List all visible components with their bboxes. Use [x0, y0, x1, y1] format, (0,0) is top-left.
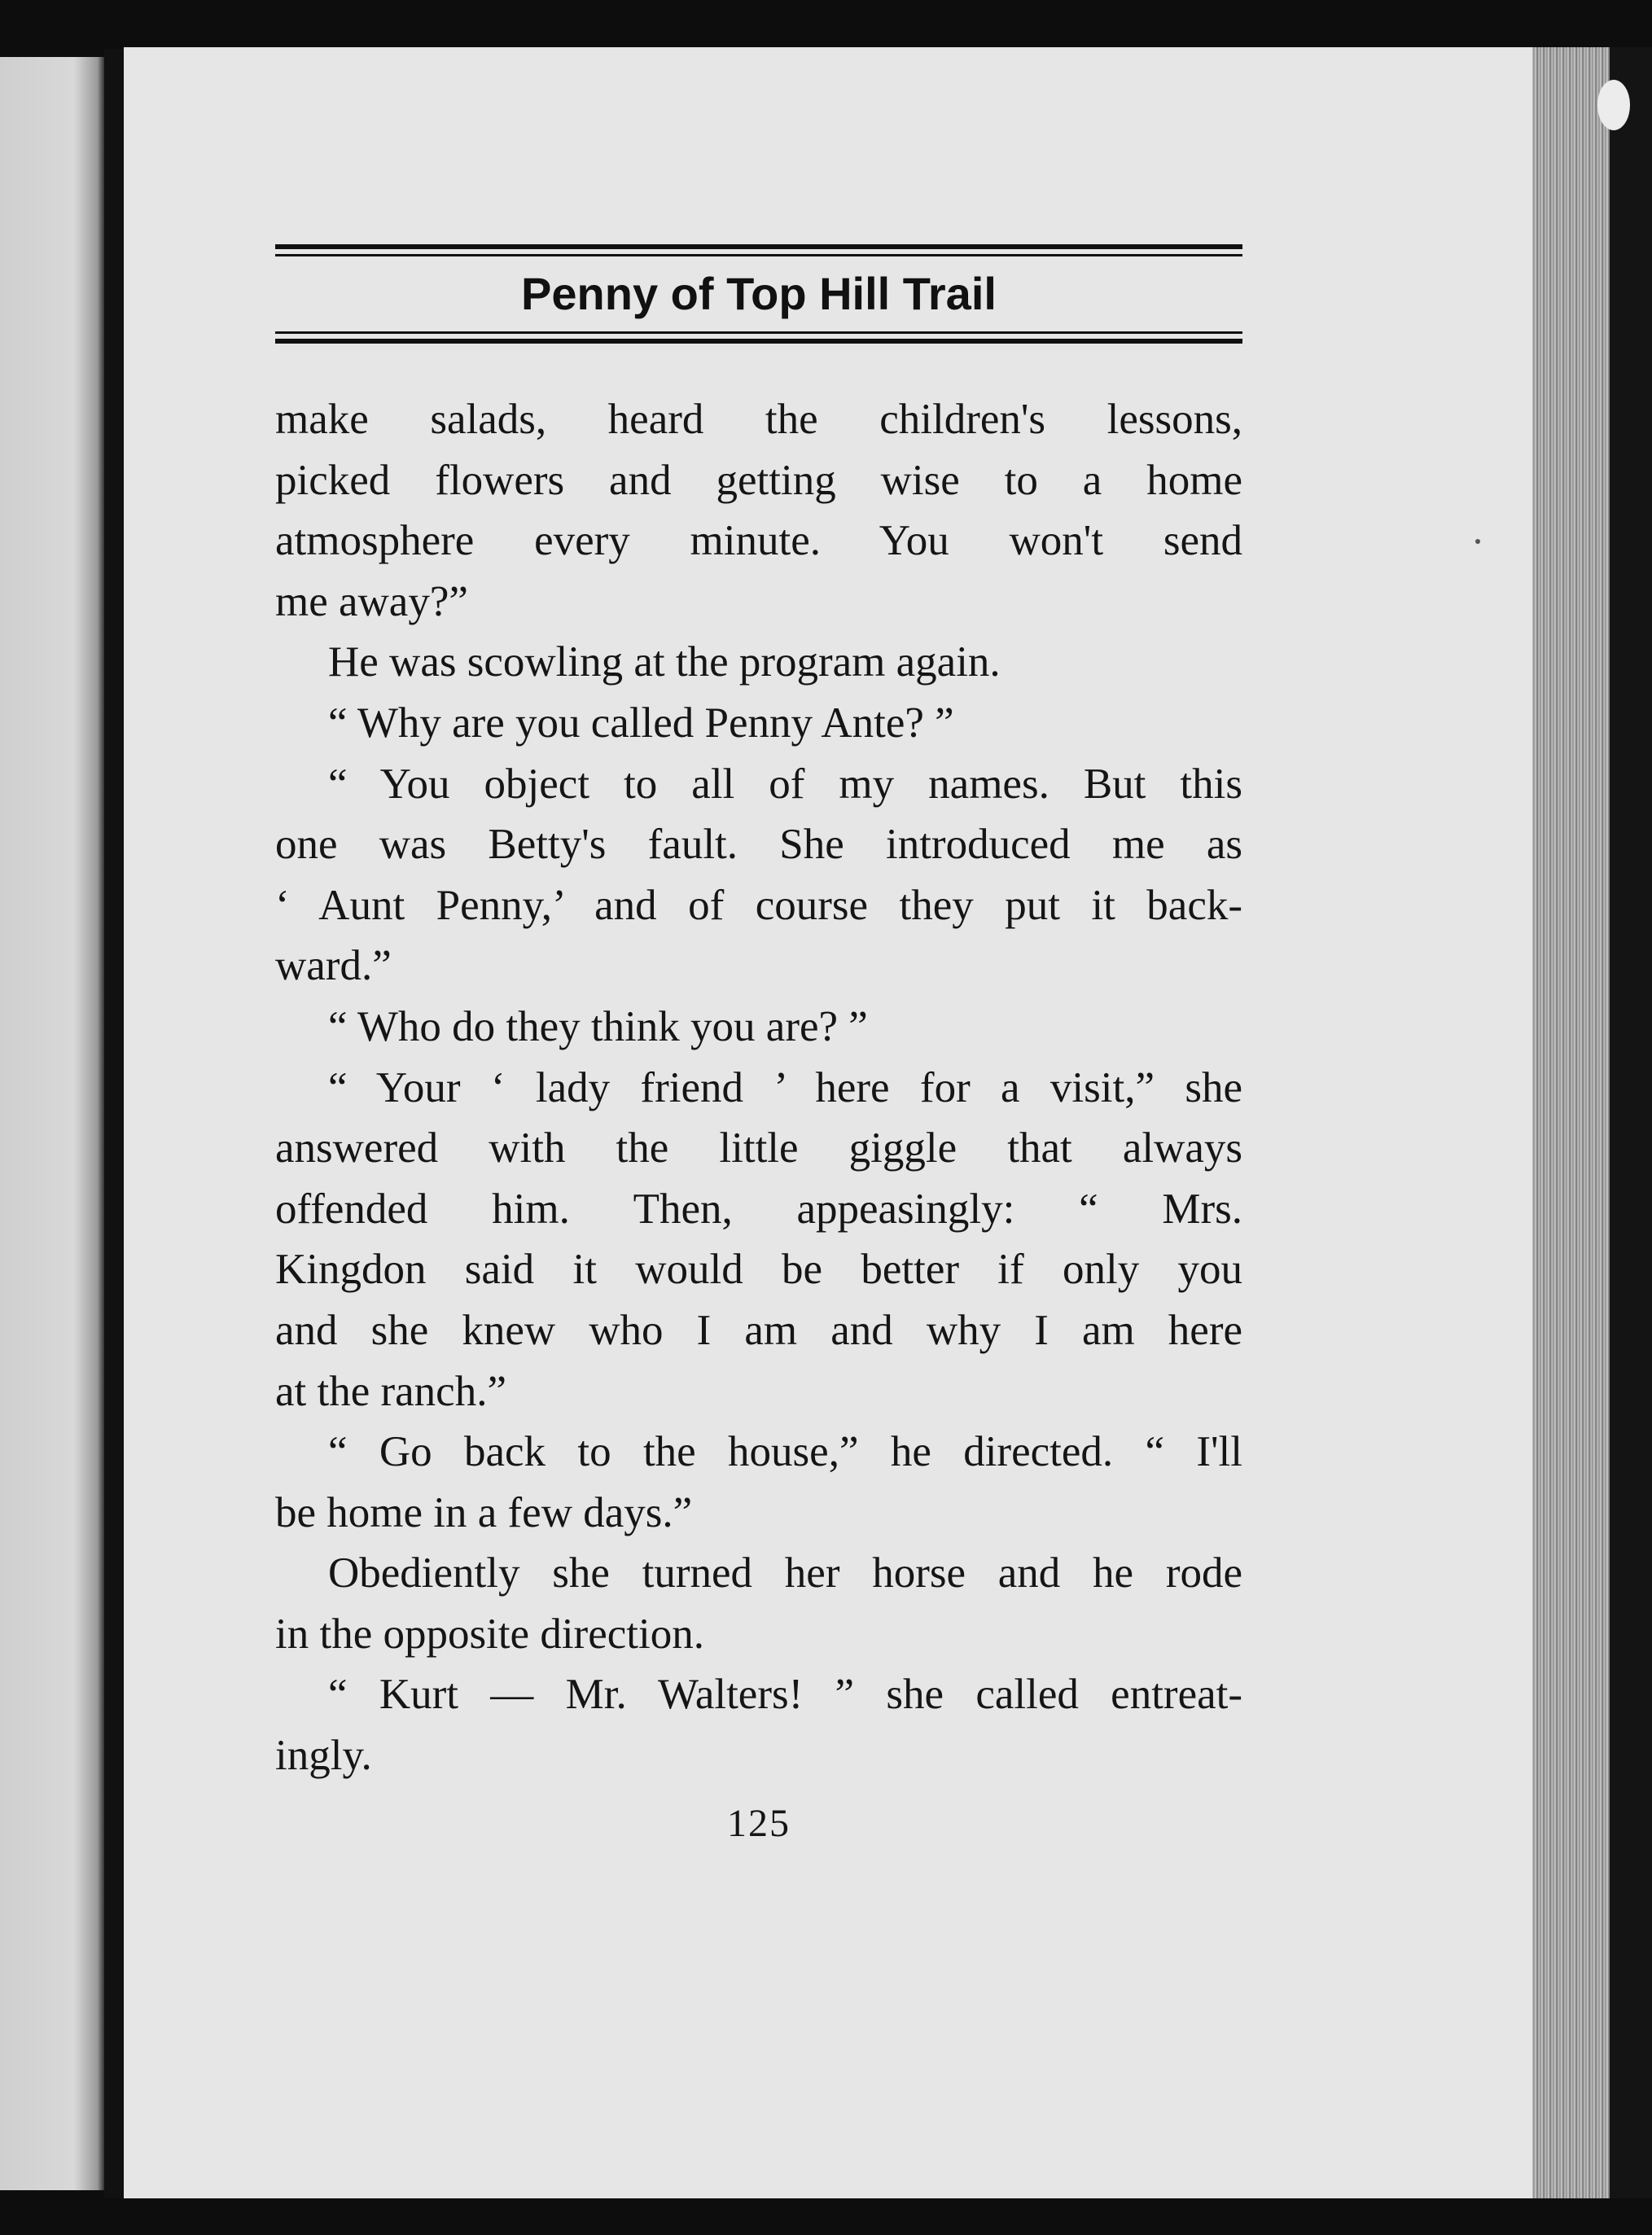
paragraph [275, 389, 1242, 632]
text-line: “ Go back to the house,” he directed. “ I'll [328, 1428, 1242, 1476]
text-line: Obediently she turned her horse and he rode [328, 1549, 1242, 1597]
text-line: Kingdon said it would be better if only you [275, 1246, 1242, 1294]
facing-page-edge [0, 57, 106, 2190]
paragraph [275, 693, 1242, 754]
header-rule-bottom-thick [275, 339, 1242, 344]
text-line: “ You object to all of my names. But this [328, 760, 1242, 808]
paragraph [275, 1422, 1242, 1543]
text-line: atmosphere every minute. You won't send [275, 517, 1242, 565]
paragraph [275, 754, 1242, 997]
running-head-title: Penny of Top Hill Trail [521, 268, 997, 319]
paragraph [275, 1543, 1242, 1664]
running-header [275, 244, 1242, 344]
book-gutter [104, 49, 125, 2198]
page-stack-edge [1532, 47, 1610, 2198]
text-line: be home in a few days.” [275, 1488, 693, 1536]
paragraph [275, 632, 1242, 693]
text-line: and she knew who I am and why I am here [275, 1306, 1242, 1354]
page-number: 125 [727, 1802, 791, 1845]
scan-artifact [1597, 80, 1630, 130]
paragraph [275, 1664, 1242, 1786]
text-line: ‘ Aunt Penny,’ and of course they put it back- [275, 881, 1242, 929]
text-line: ward.” [275, 942, 392, 990]
text-line: picked flowers and getting wise to a home [275, 456, 1242, 504]
text-line: “ Who do they think you are? ” [328, 1002, 868, 1050]
text-line: “ Why are you called Penny Ante? ” [328, 699, 954, 747]
text-line: offended him. Then, appeasingly: “ Mrs. [275, 1185, 1242, 1233]
text-line: me away?” [275, 577, 468, 625]
paragraph [275, 997, 1242, 1058]
text-line: one was Betty's fault. She introduced me as [275, 821, 1242, 869]
text-line: at the ranch.” [275, 1367, 506, 1415]
text-line: He was scowling at the program again. [328, 638, 1001, 686]
text-line: ingly. [275, 1732, 372, 1780]
text-line: “ Your ‘ lady friend ’ here for a visit,” she [328, 1063, 1242, 1111]
text-line: in the opposite direction. [275, 1610, 704, 1658]
paragraph [275, 1058, 1242, 1422]
text-line: “ Kurt — Mr. Walters! ” she called entreat- [328, 1671, 1242, 1719]
text-line: answered with the little giggle that always [275, 1124, 1242, 1172]
text-line: make salads, heard the children's lessons, [275, 396, 1242, 443]
scan-speck [1475, 539, 1480, 544]
body-text [275, 389, 1242, 1786]
scan-right-border [1610, 47, 1652, 2198]
